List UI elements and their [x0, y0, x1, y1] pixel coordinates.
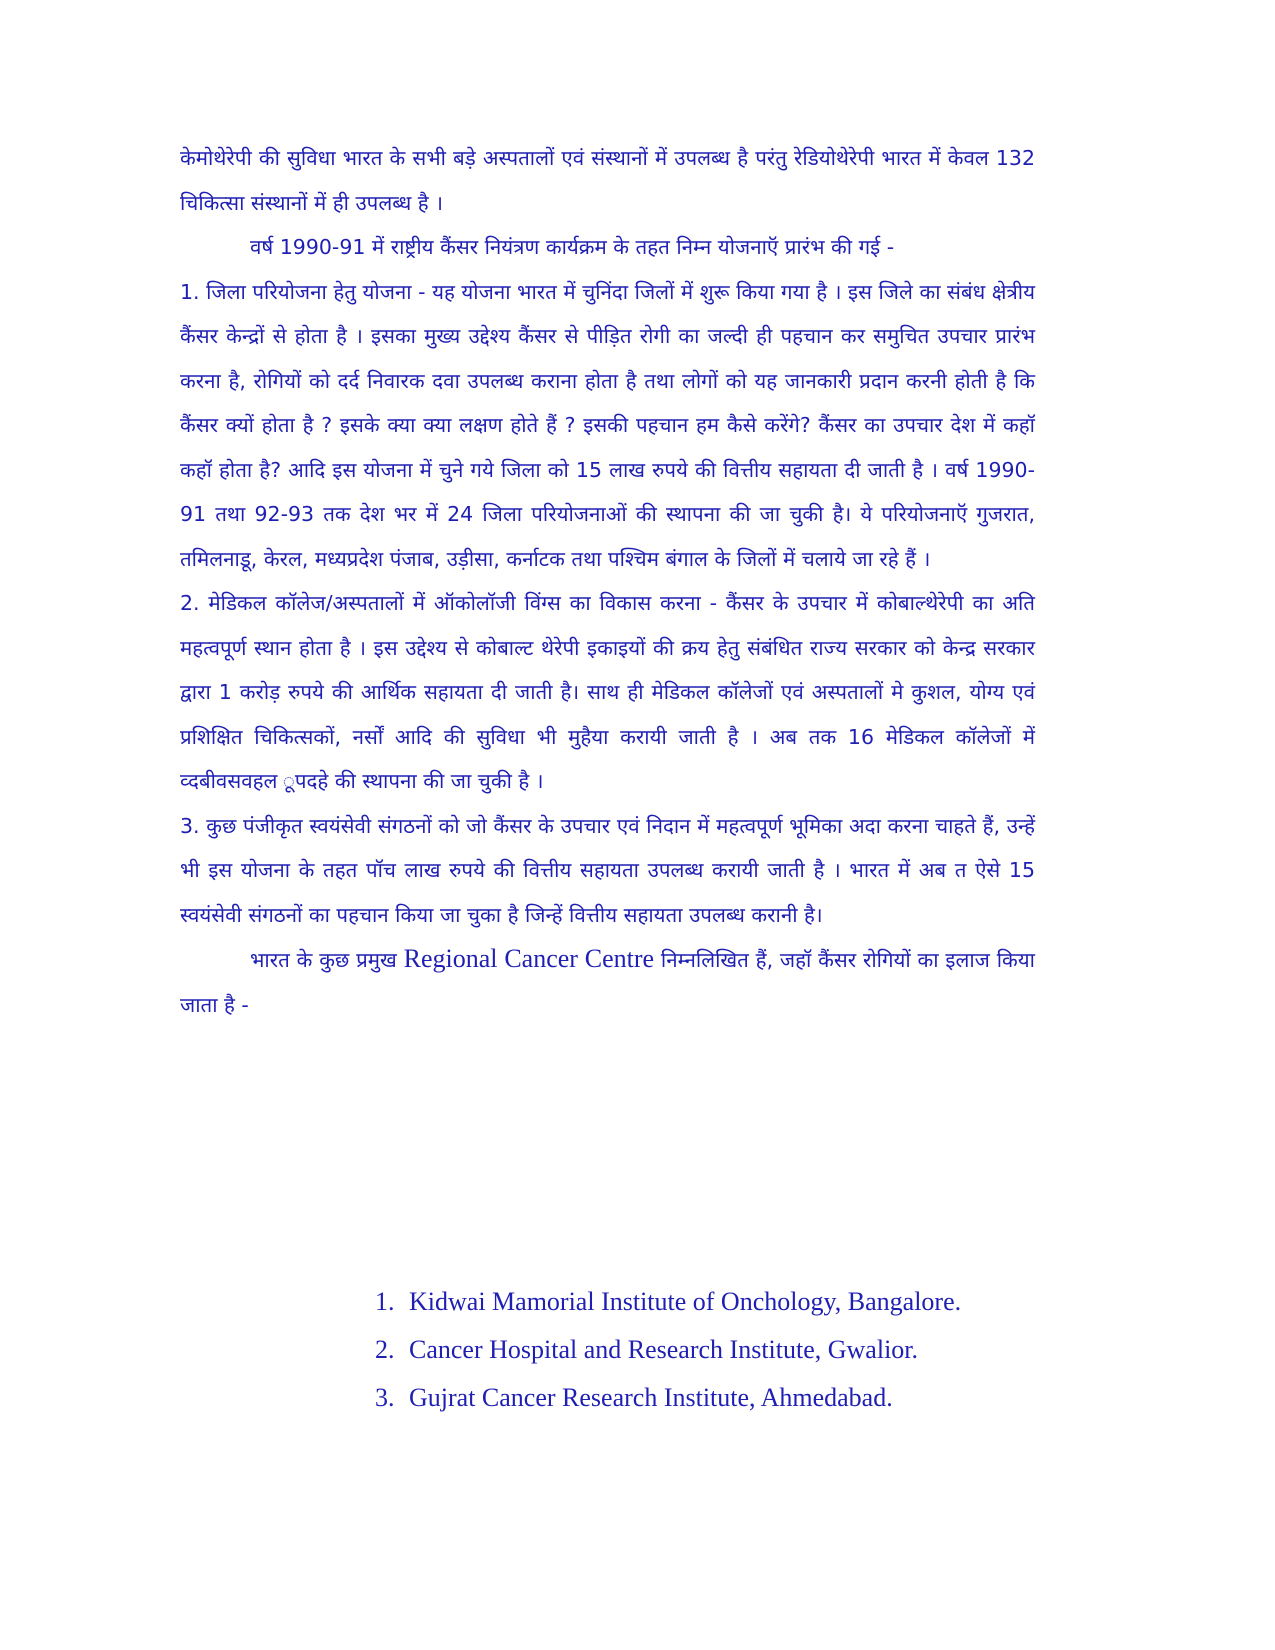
intro-text-before: भारत के कुछ प्रमुख: [250, 948, 397, 972]
list-number: 1.: [375, 1287, 395, 1316]
paragraph-treatment-availability: केमोथेरेपी की सुविधा भारत के सभी बड़े अस्पतालों एवं संस्थानों में उपलब्ध है परंतु रेडियोथेरेपी भारत में केवल 132 चिकित्सा संस्थानों में ही उपलब्ध है ।: [180, 146, 1035, 215]
paragraph-oncology-wings: 2. मेडिकल कॉलेज/अस्पतालों में ऑकोलॉजी विंग्स का विकास करना - कैंसर के उपचार में कोबाल्थेरेपी का अति महत्वपूर्ण स्थान होता है । इस उद्देश्य से कोबाल्ट थेरेपी इकाइयों की क्रय हेतु संबंधित राज्य सरकार को केन्द्र सरकार द्वारा 1 करोड़ रुपये की आर्थिक सहायता दी जाती है। साथ ही मेडिकल कॉलेजों एवं अस्पतालों मे कुशल, योग्य एवं प्रशिक्षित चिकित्सकों, नर्सों आदि की सुविधा भी मुहैया करायी जाती है । अब तक 16 मेडिकल कॉलेजों में व्दबीवसवहल ूपदहे की स्थापना की जा चुकी है ।: [180, 591, 1035, 793]
paragraph-voluntary-organisations: 3. कुछ पंजीकृत स्वयंसेवी संगठनों को जो कैंसर के उपचार एवं निदान में महत्वपूर्ण भूमिका अदा करना चाहते हैं, उन्हें भी इस योजना के तहत पॉच लाख रुपये की वित्तीय सहायता उपलब्ध करायी जाती है । भारत में अब त ऐसे 15 स्वयंसेवी संगठनों का पहचान किया जा चुका है जिन्हें वित्तीय सहायता उपलब्ध करानी है।: [180, 813, 1035, 927]
paragraph-district-project: 1. जिला परियोजना हेतु योजना - यह योजना भारत में चुनिंदा जिलों में शुरू किया गया है । इस जिले का संबंध क्षेत्रीय कैंसर केन्द्रों से होता है । इसका मुख्य उद्देश्य कैंसर से पीड़ित रोगी का जल्दी ही पहचान कर समुचित उपचार प्रारंभ करना है, रोगियों को दर्द निवारक दवा उपलब्ध कराना होता है तथा लोगों को यह जानकारी प्रदान करनी होती है कि कैंसर क्यों होता है ? इसके क्या क्या लक्षण होते हैं ? इसकी पहचान हम कैसे करेंगे? कैंसर का उपचार देश में कहॉ कहॉ होता है? आदि इस योजना में चुने गये जिला को 15 लाख रुपये की वित्तीय सहायता दी जाती है । वर्ष 1990-91 तथा 92-93 तक देश भर में 24 जिला परियोजनाओं की स्थापना की जा चुकी है। ये परियोजनाऍ गुजरात, तमिलनाडू, केरल, मध्यप्रदेश पंजाब, उड़ीसा, कर्नाटक तथा पश्चिम बंगाल के जिलों में चलाये जा रहे हैं ।: [180, 279, 1035, 571]
paragraph-programme-intro: वर्ष 1990-91 में राष्ट्रीय कैंसर नियंत्रण कार्यक्रम के तहत निम्न योजनाऍ प्रारंभ की गई -: [250, 235, 895, 259]
list-item: [375, 1278, 961, 1326]
list-item: [375, 1374, 961, 1422]
list-item: [375, 1326, 961, 1374]
list-number: 2.: [375, 1335, 395, 1364]
intro-text-after: निम्नलिखित हैं, जहॉ कैंसर रोगियों का इलाज किया जाता है -: [180, 948, 1035, 1017]
list-number: 3.: [375, 1383, 395, 1412]
centre-name: Gujrat Cancer Research Institute, Ahmedabad.: [409, 1383, 893, 1412]
regional-cancer-centre-term: Regional Cancer Centre: [403, 944, 655, 973]
regional-centres-list: [375, 1278, 961, 1422]
document-page: [180, 136, 1035, 1027]
centre-name: Cancer Hospital and Research Institute, Gwalior.: [409, 1335, 919, 1364]
centre-name: Kidwai Mamorial Institute of Onchology, Bangalore.: [409, 1287, 962, 1316]
paragraph-regional-centres-intro: [180, 937, 1035, 1027]
